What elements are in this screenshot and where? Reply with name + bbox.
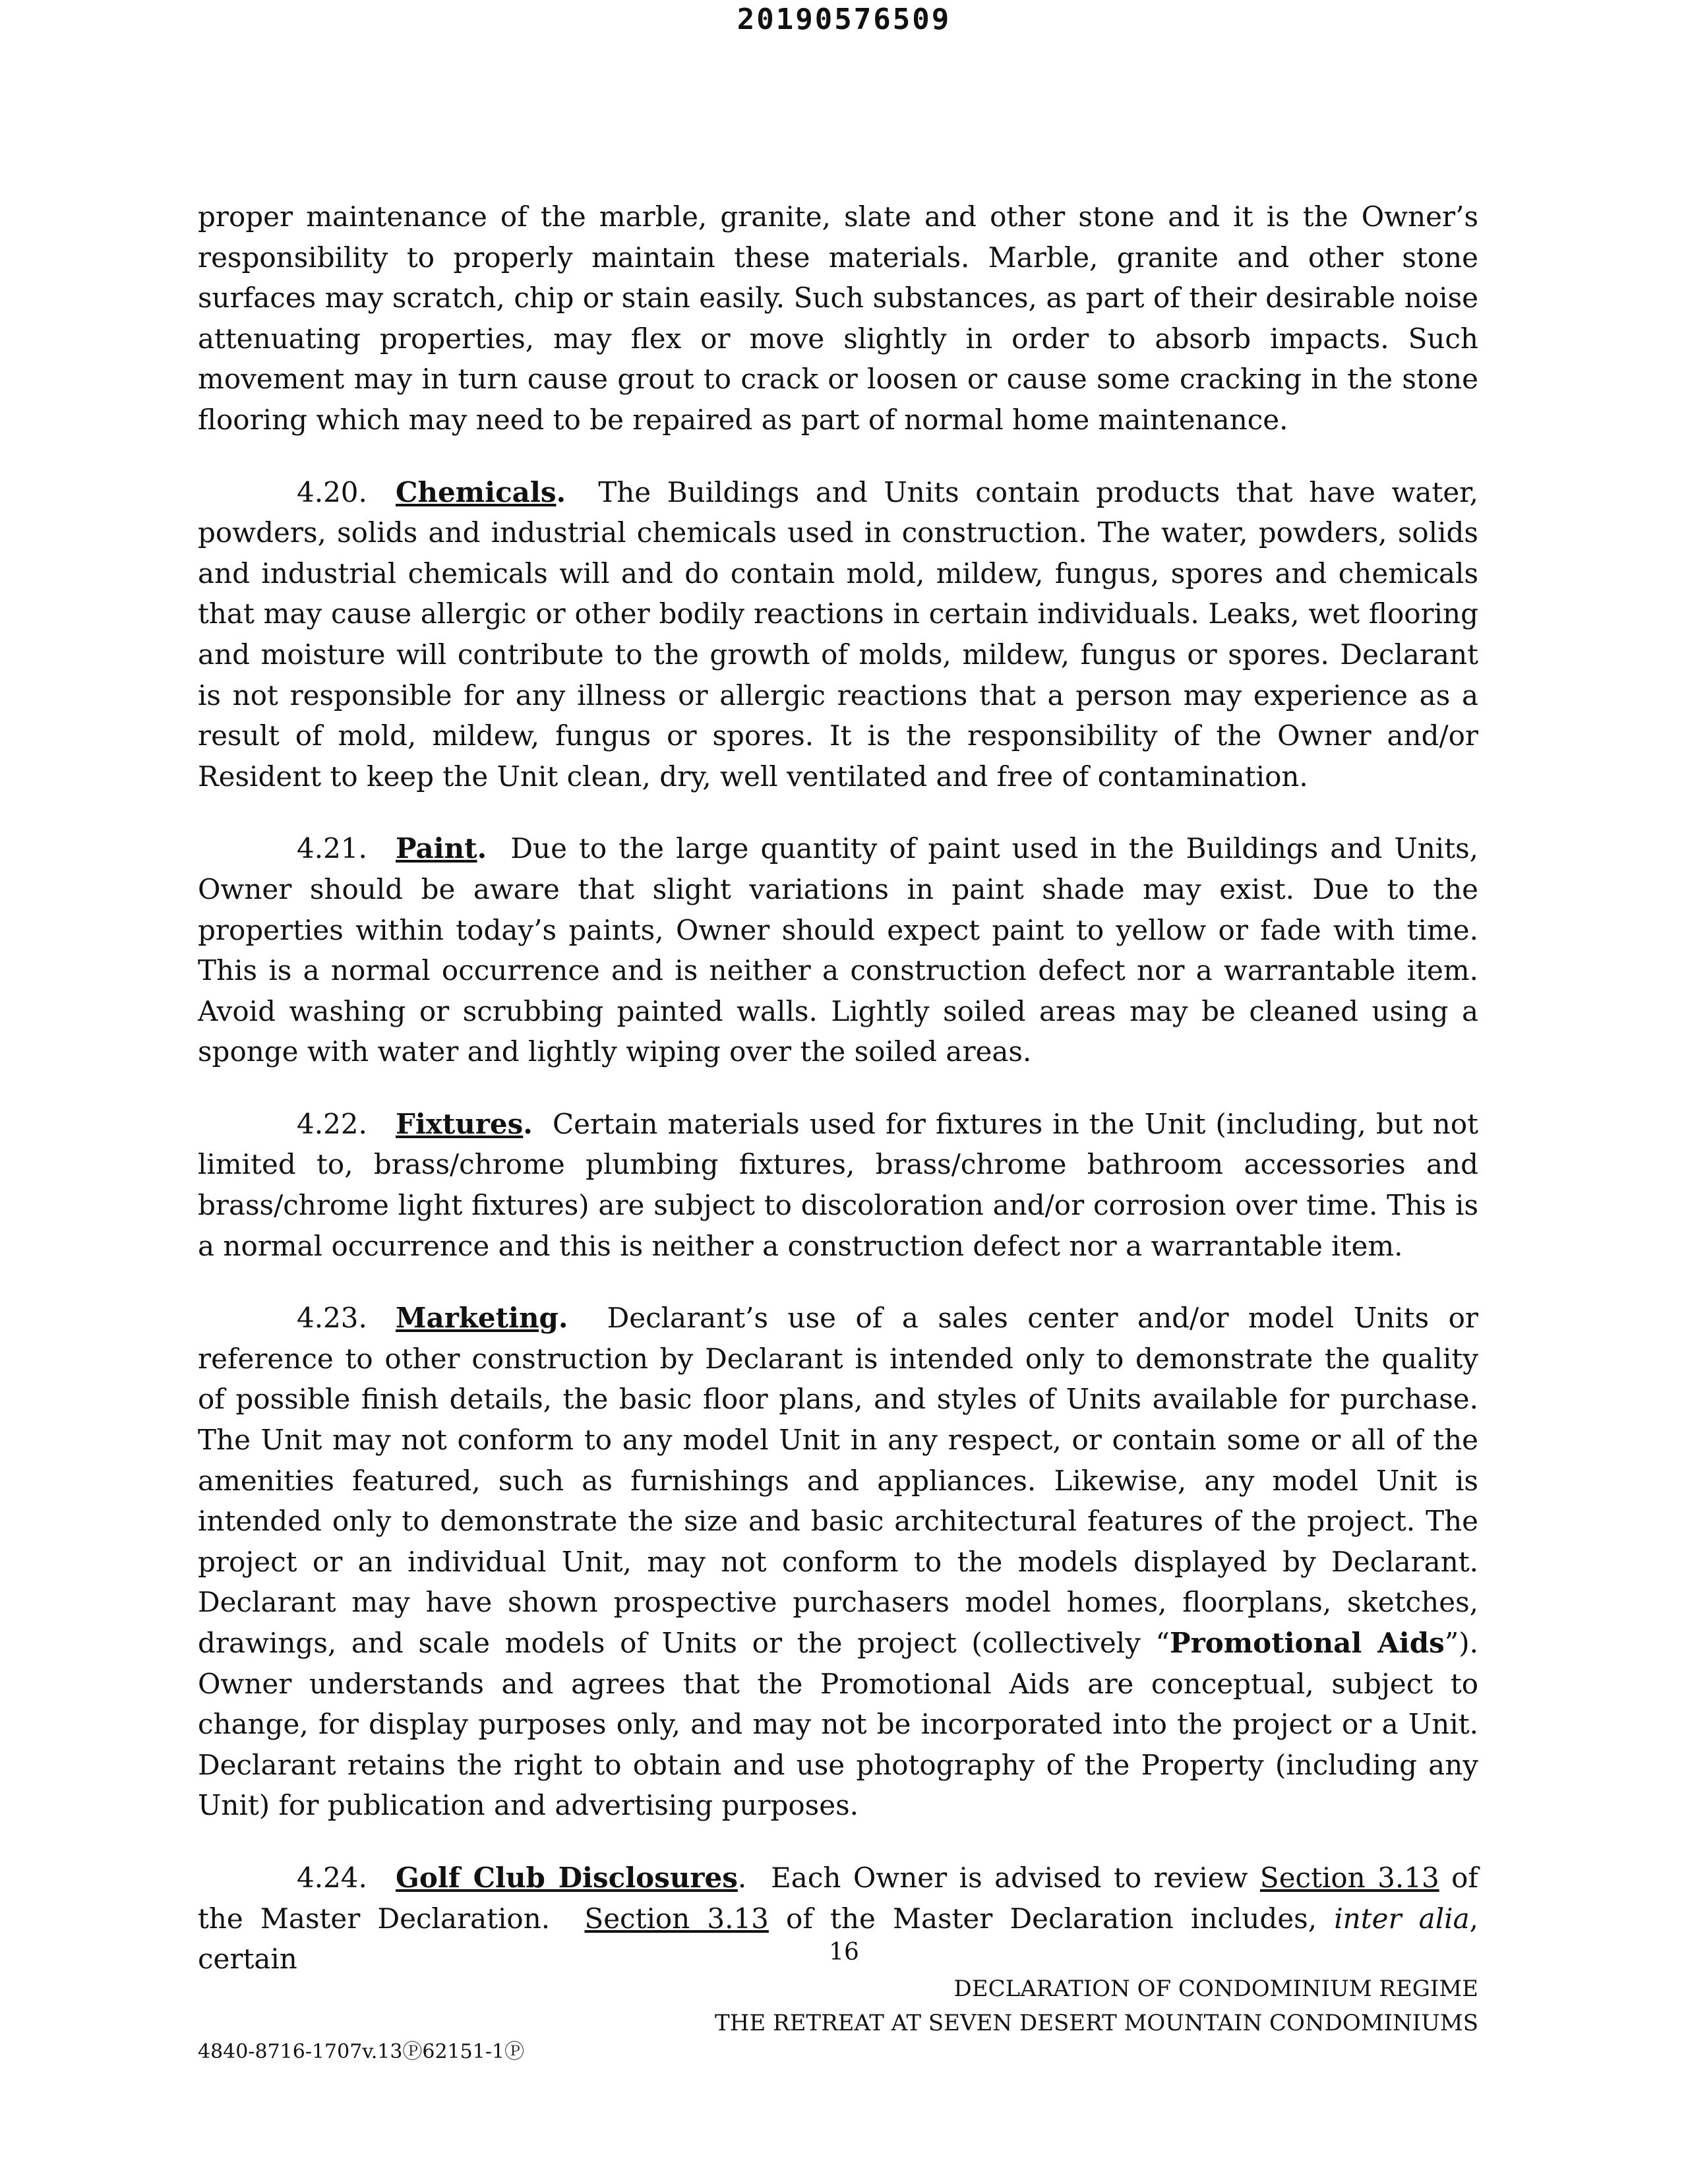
section-heading: Chemicals xyxy=(396,475,557,508)
section-heading: Marketing xyxy=(396,1302,558,1335)
recording-number: 20190576509 xyxy=(737,3,951,36)
latin-phrase: inter alia xyxy=(1334,1902,1470,1935)
document-body xyxy=(198,197,1478,2011)
section-heading: Fixtures xyxy=(396,1107,524,1140)
document-id: 4840-8716-1707v.13Ⓟ62151-1Ⓟ xyxy=(198,2040,525,2063)
page-number: 16 xyxy=(829,1939,859,1966)
footer-title-line-1: DECLARATION OF CONDOMINIUM REGIME xyxy=(953,1976,1478,2002)
section-4-24: 4.24. Golf Club Disclosures. Each Owner is advised to review Section 3.13 of the Master Declaration. Section 3.13 of the Master Declaration includes, inter alia, certain xyxy=(198,1858,1478,1980)
section-number: 4.21. xyxy=(297,832,367,865)
section-text: Declarant’s use of a sales center and/or model Units or reference to other construction by Declarant is intended only to demonstrate the quality of possible finish details, the basic floor plans, and styles of Units available for purchase. The Unit may not conform to any model Unit in any respect, or contain some or all of the amenities featured, such as furnishings and appliances. Likewise, any model Unit is intended only to demonstrate the size and basic architectural features of the project. The project or an individual Unit, may not conform to the models displayed by Declarant. Declarant may have shown prospective purchasers model homes, floorplans, sketches, drawings, and scale models of Units or the project (collectively “ xyxy=(198,1302,1478,1659)
section-heading: Paint xyxy=(396,832,477,865)
section-reference-link: Section 3.13 xyxy=(584,1902,769,1935)
footer-title xyxy=(715,1972,1478,2040)
section-4-23: 4.23. Marketing. Declarant’s use of a sales center and/or model Units or reference to other construction by Declarant is intended only to demonstrate the quality of possible finish details, the basic floor plans, and styles of Units available for purchase. The Unit may not conform to any model Unit in any respect, or contain some or all of the amenities featured, such as furnishings and appliances. Likewise, any model Unit is intended only to demonstrate the size and basic architectural features of the project. The project or an individual Unit, may not conform to the models displayed by Declarant. Declarant may have shown prospective purchasers model homes, floorplans, sketches, drawings, and scale models of Units or the project (collectively “Promotional Aids”). Owner understands and agrees that the Promotional Aids are conceptual, subject to change, for display purposes only, and may not be incorporated into the project or a Unit. Declarant retains the right to obtain and use photography of the Property (including any Unit) for publication and advertising purposes. xyxy=(198,1298,1478,1826)
section-number: 4.20. xyxy=(297,475,367,508)
footer-title-line-2: THE RETREAT AT SEVEN DESERT MOUNTAIN CONDOMINIUMS xyxy=(715,2010,1478,2036)
continued-paragraph: proper maintenance of the marble, granite, slate and other stone and it is the Owner’s responsibility to properly maintain these materials. Marble, granite and other stone surfaces may scratch, chip or stain easily. Such substances, as part of their desirable noise attenuating properties, may flex or move slightly in order to absorb impacts. Such movement may in turn cause grout to crack or loosen or cause some cracking in the stone flooring which may need to be repaired as part of normal home maintenance. xyxy=(198,200,1478,436)
section-text: Certain materials used for fixtures in the Unit (including, but not limited to, brass/chrome plumbing fixtures, brass/chrome bathroom accessories and brass/chrome light fixtures) are subject to discoloration and/or corrosion over time. This is a normal occurrence and this is neither a construction defect nor a warrantable item. xyxy=(198,1107,1478,1262)
section-number: 4.23. xyxy=(297,1302,367,1335)
section-4-21: 4.21. Paint. Due to the large quantity of paint used in the Buildings and Units, Owner should be aware that slight variations in paint shade may exist. Due to the properties within today’s paints, Owner should expect paint to yellow or fade with time. This is a normal occurrence and is neither a construction defect nor a warrantable item. Avoid washing or scrubbing painted walls. Lightly soiled areas may be cleaned using a sponge with water and lightly wiping over the soiled areas. xyxy=(198,828,1478,1072)
section-text: The Buildings and Units contain products that have water, powders, solids and industrial chemicals used in construction. The water, powders, solids and industrial chemicals will and do contain mold, mildew, fungus, spores and chemicals that may cause allergic or other bodily reactions in certain individuals. Leaks, wet flooring and moisture will contribute to the growth of molds, mildew, fungus or spores. Declarant is not responsible for any illness or allergic reactions that a person may experience as a result of mold, mildew, fungus or spores. It is the responsibility of the Owner and/or Resident to keep the Unit clean, dry, well ventilated and free of contamination. xyxy=(198,475,1478,793)
section-4-22: 4.22. Fixtures. Certain materials used for fixtures in the Unit (including, but not limited to, brass/chrome plumbing fixtures, brass/chrome bathroom accessories and brass/chrome light fixtures) are subject to discoloration and/or corrosion over time. This is a normal occurrence and this is neither a construction defect nor a warrantable item. xyxy=(198,1104,1478,1266)
section-4-20: 4.20. Chemicals. The Buildings and Units contain products that have water, powders, solids and industrial chemicals used in construction. The water, powders, solids and industrial chemicals will and do contain mold, mildew, fungus, spores and chemicals that may cause allergic or other bodily reactions in certain individuals. Leaks, wet flooring and moisture will contribute to the growth of molds, mildew, fungus or spores. Declarant is not responsible for any illness or allergic reactions that a person may experience as a result of mold, mildew, fungus or spores. It is the responsibility of the Owner and/or Resident to keep the Unit clean, dry, well ventilated and free of contamination. xyxy=(198,472,1478,797)
section-number: 4.24. xyxy=(297,1861,367,1894)
section-text: Due to the large quantity of paint used in the Buildings and Units, Owner should be aware that slight variations in paint shade may exist. Due to the properties within today’s paints, Owner should expect paint to yellow or fade with time. This is a normal occurrence and is neither a construction defect nor a warrantable item. Avoid washing or scrubbing painted walls. Lightly soiled areas may be cleaned using a sponge with water and lightly wiping over the soiled areas. xyxy=(198,832,1479,1068)
section-heading: Golf Club Disclosures xyxy=(396,1861,738,1894)
section-reference-link: Section 3.13 xyxy=(1259,1861,1439,1894)
section-number: 4.22. xyxy=(297,1107,367,1140)
section-text-cont: ”). Owner understands and agrees that the Promotional Aids are conceptual, subject to change, for display purposes only, and may not be incorporated into the project or a Unit. Declarant retains the right to obtain and use photography of the Property (including any Unit) for publication and advertising purposes. xyxy=(198,1627,1478,1822)
defined-term: Promotional Aids xyxy=(1170,1627,1445,1659)
